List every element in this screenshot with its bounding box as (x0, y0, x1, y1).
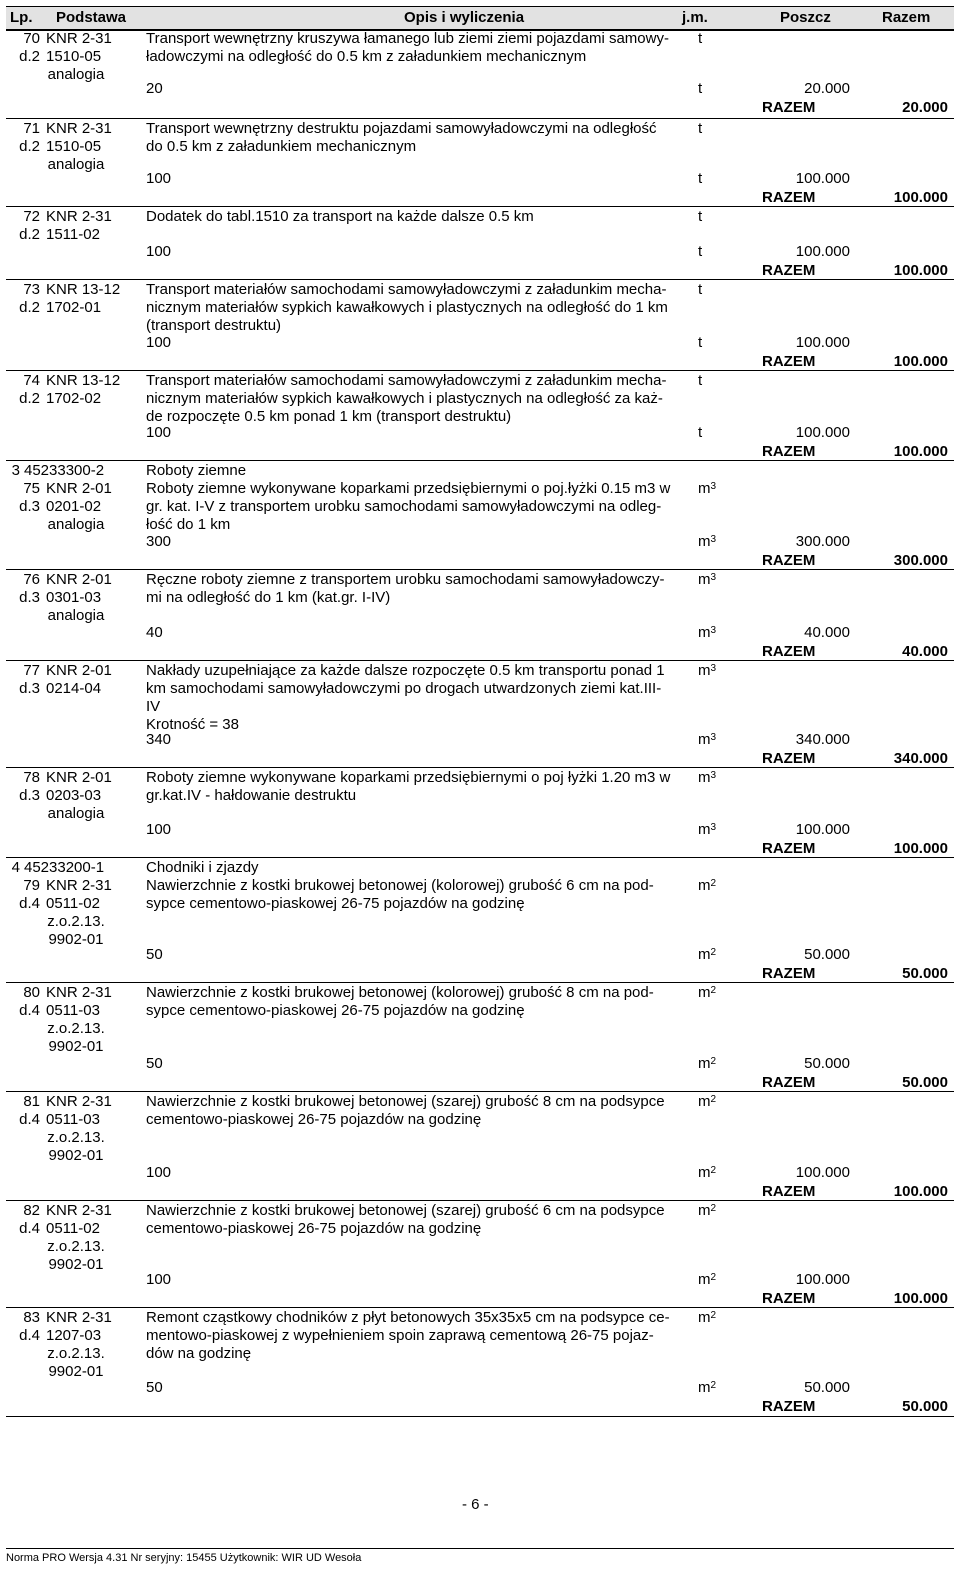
razem-label: RAZEM (762, 1074, 816, 1091)
item-description-line: gr. kat. I-V z transportem urobku samochodami samowyładowczymi na odleg- (146, 498, 662, 515)
basis-catalog: KNR 2-01 (46, 662, 112, 679)
header-opis: Opis i wyliczenia (404, 9, 525, 26)
basis-code: 1510-05 (46, 138, 102, 155)
table-header (6, 6, 954, 31)
partial-value: 100.000 (795, 1271, 850, 1288)
basis-catalog: KNR 2-31 (46, 1093, 112, 1110)
razem-label: RAZEM (762, 1398, 816, 1415)
quantity-unit: $m^3$ (698, 533, 717, 550)
item-description-line: do 0.5 km z załadunkiem mechanicznym (146, 138, 417, 155)
quantity-unit: $m^2$ (698, 1271, 717, 1288)
item-description-line: Dodatek do tabl.1510 za transport na każde dalsze 0.5 km (146, 208, 534, 225)
item-department: d.2 (19, 390, 40, 407)
item-number: 80 (23, 984, 40, 1001)
razem-value: 300.000 (893, 552, 948, 569)
item-number: 75 (23, 480, 40, 497)
basis-catalog: KNR 2-31 (46, 30, 112, 47)
unit-of-measure: $m^2$ (698, 1309, 717, 1326)
razem-label: RAZEM (762, 552, 816, 569)
footer-divider (6, 1548, 954, 1549)
item-description-line: cementowo-piaskowej 26-75 pojazdów na godzinę (146, 1111, 482, 1128)
unit-of-measure: t (698, 208, 703, 225)
row-separator (6, 569, 954, 570)
item-description-line: Nawierzchnie z kostki brukowej betonowej (kolorowej) grubość 8 cm na pod- (146, 984, 654, 1001)
basis-note: analogia (47, 805, 105, 822)
basis-note: analogia (47, 156, 105, 173)
basis-note: z.o.2.13. (47, 1345, 105, 1362)
basis-code: 0201-02 (46, 498, 102, 515)
row-separator (6, 767, 954, 768)
quantity-unit: $m^3$ (698, 624, 717, 641)
row-separator (6, 118, 954, 119)
basis-factor: 9902-01 (48, 1038, 104, 1055)
partial-value: 300.000 (795, 533, 850, 550)
razem-value: 100.000 (893, 840, 948, 857)
quantity-expression: 20 (146, 80, 163, 97)
partial-value: 100.000 (795, 1164, 850, 1181)
basis-catalog: KNR 2-31 (46, 877, 112, 894)
quantity-unit: $m^2$ (698, 1379, 717, 1396)
item-number: 73 (23, 281, 40, 298)
item-department: d.3 (19, 787, 40, 804)
row-separator (6, 206, 954, 207)
quantity-unit: $m^2$ (698, 1164, 717, 1181)
item-description-line: dów na godzinę (146, 1345, 252, 1362)
razem-value: 340.000 (893, 750, 948, 767)
basis-factor: 9902-01 (48, 931, 104, 948)
basis-factor: 9902-01 (48, 1147, 104, 1164)
item-number: 76 (23, 571, 40, 588)
unit-of-measure: $m^2$ (698, 1202, 717, 1219)
basis-catalog: KNR 2-31 (46, 984, 112, 1001)
basis-catalog: KNR 2-01 (46, 571, 112, 588)
basis-note: z.o.2.13. (47, 1020, 105, 1037)
row-separator (6, 370, 954, 371)
basis-note: z.o.2.13. (47, 1129, 105, 1146)
unit-of-measure: $m^2$ (698, 1093, 717, 1110)
item-number: 71 (23, 120, 40, 137)
item-description-line: cementowo-piaskowej 26-75 pojazdów na godzinę (146, 1220, 482, 1237)
item-description-line: gr.kat.IV - hałdowanie destruktu (146, 787, 357, 804)
basis-note: analogia (47, 516, 105, 533)
basis-code: 0511-02 (46, 895, 100, 912)
item-description-line: Nawierzchnie z kostki brukowej betonowej (szarej) grubość 6 cm na podsypce (146, 1202, 665, 1219)
partial-value: 50.000 (804, 1055, 850, 1072)
basis-code: 0301-03 (46, 589, 102, 606)
basis-note: z.o.2.13. (47, 913, 105, 930)
basis-catalog: KNR 2-01 (46, 480, 112, 497)
item-number: 83 (23, 1309, 40, 1326)
item-department: d.2 (19, 226, 40, 243)
item-number: 70 (23, 30, 40, 47)
item-description-line: km samochodami samowyładowczymi po drogach utwardzonych ziemi kat.III- (146, 680, 662, 697)
basis-code: 0214-04 (46, 680, 102, 697)
quantity-unit: t (698, 243, 703, 260)
item-description-line: Roboty ziemne wykonywane koparkami przedsiębiernymi o poj łyżki 1.20 m3 w (146, 769, 671, 786)
item-number: 72 (23, 208, 40, 225)
row-separator (6, 279, 954, 280)
razem-value: 100.000 (893, 1290, 948, 1307)
basis-catalog: KNR 2-31 (46, 1309, 112, 1326)
basis-note: z.o.2.13. (47, 1238, 105, 1255)
partial-value: 100.000 (795, 334, 850, 351)
item-department: d.4 (19, 1002, 40, 1019)
item-description-line: Ręczne roboty ziemne z transportem urobku samochodami samowyładowczy- (146, 571, 665, 588)
razem-value: 50.000 (902, 1398, 948, 1415)
quantity-expression: 50 (146, 946, 163, 963)
item-description-line: Nakłady uzupełniające za każde dalsze rozpoczęte 0.5 km transportu ponad 1 (146, 662, 665, 679)
footer-text: Norma PRO Wersja 4.31 Nr seryjny: 15455 Użytkownik: WIR UD Wesoła (6, 1552, 362, 1564)
razem-label: RAZEM (762, 353, 816, 370)
header-lp: Lp. (10, 9, 33, 26)
partial-value: 40.000 (804, 624, 850, 641)
section-title: Chodniki i zjazdy (146, 859, 259, 876)
row-separator (6, 1200, 954, 1201)
basis-catalog: KNR 2-31 (46, 120, 112, 137)
quantity-expression: 100 (146, 1271, 172, 1288)
quantity-unit: t (698, 424, 703, 441)
quantity-unit: t (698, 170, 703, 187)
item-description-line: Nawierzchnie z kostki brukowej betonowej (szarej) grubość 8 cm na podsypce (146, 1093, 665, 1110)
item-description-line: (transport destruktu) (146, 317, 282, 334)
basis-code: 1702-02 (46, 390, 102, 407)
razem-label: RAZEM (762, 443, 816, 460)
item-department: d.2 (19, 48, 40, 65)
item-description-line: mi na odległość do 1 km (kat.gr. I-IV) (146, 589, 391, 606)
item-description-line: sypce cementowo-piaskowej 26-75 pojazdów na godzinę (146, 895, 525, 912)
unit-of-measure: $m^3$ (698, 769, 717, 786)
row-separator (6, 857, 954, 858)
razem-label: RAZEM (762, 1290, 816, 1307)
header-jm: j.m. (682, 9, 708, 26)
item-department: d.4 (19, 1111, 40, 1128)
partial-value: 50.000 (804, 1379, 850, 1396)
basis-code: 0511-03 (46, 1111, 100, 1128)
basis-factor: 9902-01 (48, 1363, 104, 1380)
unit-of-measure: $m^2$ (698, 877, 717, 894)
unit-of-measure: t (698, 120, 703, 137)
unit-of-measure: $m^3$ (698, 480, 717, 497)
basis-code: 0511-03 (46, 1002, 100, 1019)
quantity-expression: 50 (146, 1379, 163, 1396)
item-description-line: Krotność = 38 (146, 716, 239, 733)
item-number: 77 (23, 662, 40, 679)
quantity-expression: 100 (146, 1164, 172, 1181)
header-razem: Razem (882, 9, 931, 26)
item-number: 78 (23, 769, 40, 786)
partial-value: 20.000 (804, 80, 850, 97)
row-separator (6, 460, 954, 461)
razem-label: RAZEM (762, 1183, 816, 1200)
razem-value: 100.000 (893, 189, 948, 206)
basis-factor: 9902-01 (48, 1256, 104, 1273)
partial-value: 340.000 (795, 731, 850, 748)
unit-of-measure: t (698, 30, 703, 47)
basis-code: 1511-02 (46, 226, 100, 243)
razem-label: RAZEM (762, 262, 816, 279)
item-description-line: nicznym materiałów sypkich kawałkowych i plastycznych na odległość za każ- (146, 390, 663, 407)
item-number: 74 (23, 372, 40, 389)
razem-value: 40.000 (902, 643, 948, 660)
razem-value: 100.000 (893, 353, 948, 370)
item-description-line: Transport wewnętrzny kruszywa łamanego lub ziemi ziemi pojazdami samowy- (146, 30, 669, 47)
item-department: d.2 (19, 299, 40, 316)
razem-value: 50.000 (902, 965, 948, 982)
basis-catalog: KNR 2-01 (46, 769, 112, 786)
basis-code: 0511-02 (46, 1220, 100, 1237)
basis-catalog: KNR 13-12 (46, 372, 121, 389)
item-description-line: de rozpoczęte 0.5 km ponad 1 km (transport destruktu) (146, 408, 512, 425)
basis-catalog: KNR 13-12 (46, 281, 121, 298)
partial-value: 100.000 (795, 821, 850, 838)
razem-label: RAZEM (762, 643, 816, 660)
row-separator (6, 1416, 954, 1417)
item-description-line: ładowczymi na odległość do 0.5 km z załadunkiem mechanicznym (146, 48, 587, 65)
razem-value: 100.000 (893, 1183, 948, 1200)
row-separator (6, 1307, 954, 1308)
quantity-expression: 340 (146, 731, 172, 748)
item-department: d.3 (19, 589, 40, 606)
razem-value: 100.000 (893, 443, 948, 460)
razem-label: RAZEM (762, 750, 816, 767)
basis-catalog: KNR 2-31 (46, 1202, 112, 1219)
item-department: d.4 (19, 1220, 40, 1237)
quantity-expression: 100 (146, 424, 172, 441)
razem-label: RAZEM (762, 965, 816, 982)
unit-of-measure: $m^3$ (698, 571, 717, 588)
page-number: - 6 - (462, 1496, 489, 1513)
item-number: 82 (23, 1202, 40, 1219)
item-department: d.3 (19, 498, 40, 515)
quantity-unit: t (698, 334, 703, 351)
section-number: 4 (11, 859, 20, 876)
basis-note: analogia (47, 66, 105, 83)
item-description-line: łość do 1 km (146, 516, 231, 533)
section-title: Roboty ziemne (146, 462, 247, 479)
razem-value: 50.000 (902, 1074, 948, 1091)
quantity-unit: $m^2$ (698, 1055, 717, 1072)
partial-value: 100.000 (795, 170, 850, 187)
item-description-line: mentowo-piaskowej z wypełnieniem spoin zaprawą cementową 26-75 pojaz- (146, 1327, 654, 1344)
header-poszcz: Poszcz (780, 9, 831, 26)
section-number: 3 (11, 462, 20, 479)
basis-code: 1702-01 (46, 299, 102, 316)
quantity-unit: $m^3$ (698, 731, 717, 748)
item-description-line: Remont cząstkowy chodników z płyt betonowych 35x35x5 cm na podsypce ce- (146, 1309, 670, 1326)
quantity-unit: $m^3$ (698, 821, 717, 838)
quantity-unit: $m^2$ (698, 946, 717, 963)
basis-catalog: KNR 2-31 (46, 208, 112, 225)
quantity-expression: 50 (146, 1055, 163, 1072)
quantity-expression: 40 (146, 624, 163, 641)
item-description-line: nicznym materiałów sypkich kawałkowych i plastycznych na odległość do 1 km (146, 299, 668, 316)
item-description-line: Nawierzchnie z kostki brukowej betonowej (kolorowej) grubość 6 cm na pod- (146, 877, 654, 894)
item-description-line: Transport materiałów samochodami samowyładowczymi z załadunkim mecha- (146, 372, 667, 389)
item-department: d.4 (19, 1327, 40, 1344)
razem-label: RAZEM (762, 99, 816, 116)
quantity-expression: 300 (146, 533, 172, 550)
item-department: d.4 (19, 895, 40, 912)
basis-code: 1207-03 (46, 1327, 102, 1344)
item-number: 81 (23, 1093, 40, 1110)
razem-value: 100.000 (893, 262, 948, 279)
row-separator (6, 982, 954, 983)
partial-value: 100.000 (795, 424, 850, 441)
quantity-expression: 100 (146, 170, 172, 187)
quantity-expression: 100 (146, 243, 172, 260)
basis-code: 1510-05 (46, 48, 102, 65)
partial-value: 100.000 (795, 243, 850, 260)
quantity-expression: 100 (146, 821, 172, 838)
item-department: d.3 (19, 680, 40, 697)
quantity-unit: t (698, 80, 703, 97)
item-description-line: Transport materiałów samochodami samowyładowczymi z załadunkim mecha- (146, 281, 667, 298)
partial-value: 50.000 (804, 946, 850, 963)
unit-of-measure: t (698, 372, 703, 389)
razem-label: RAZEM (762, 840, 816, 857)
unit-of-measure: t (698, 281, 703, 298)
item-description-line: Transport wewnętrzny destruktu pojazdami samowyładowczymi na odległość (146, 120, 657, 137)
basis-code: 0203-03 (46, 787, 102, 804)
item-description-line: IV (146, 698, 161, 715)
quantity-expression: 100 (146, 334, 172, 351)
section-code: 45233200-1 (24, 859, 105, 876)
row-separator (6, 1091, 954, 1092)
basis-note: analogia (47, 607, 105, 624)
unit-of-measure: $m^3$ (698, 662, 717, 679)
unit-of-measure: $m^2$ (698, 984, 717, 1001)
section-code: 45233300-2 (24, 462, 105, 479)
item-department: d.2 (19, 138, 40, 155)
razem-value: 20.000 (902, 99, 948, 116)
item-number: 79 (23, 877, 40, 894)
header-podstawa: Podstawa (56, 9, 127, 26)
item-description-line: sypce cementowo-piaskowej 26-75 pojazdów na godzinę (146, 1002, 525, 1019)
row-separator (6, 660, 954, 661)
razem-label: RAZEM (762, 189, 816, 206)
item-description-line: Roboty ziemne wykonywane koparkami przedsiębiernymi o poj.łyżki 0.15 m3 w (146, 480, 671, 497)
